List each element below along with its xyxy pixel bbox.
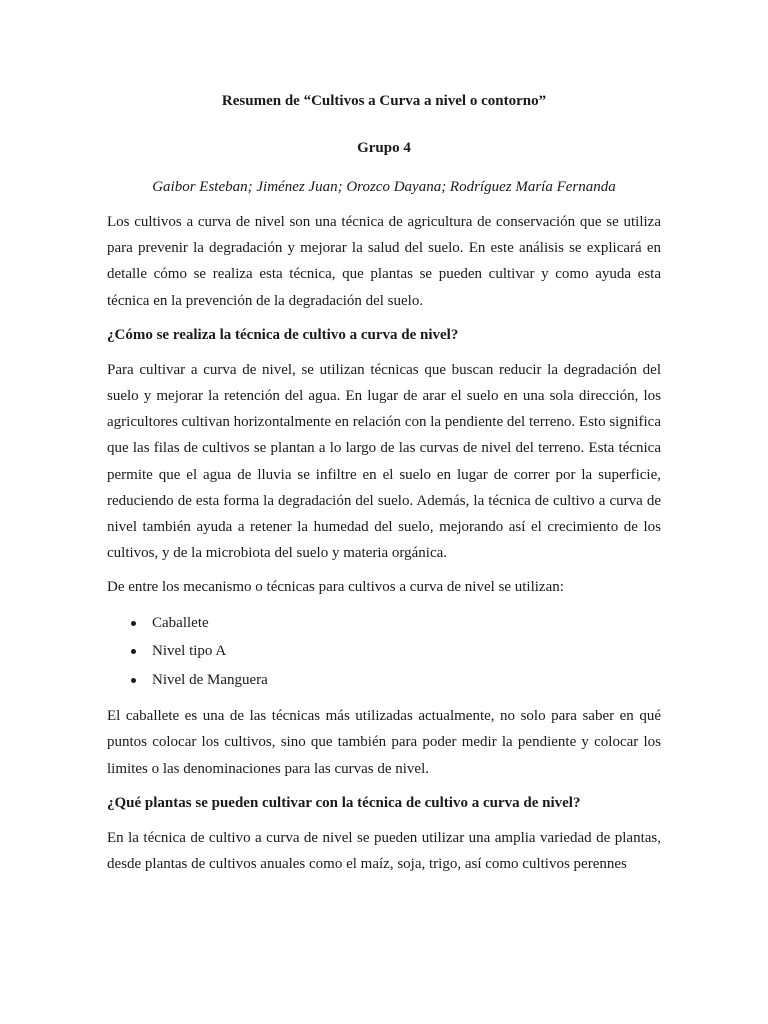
bullet-icon bbox=[131, 678, 136, 683]
mechanisms-list bbox=[107, 609, 661, 695]
plants-paragraph: En la técnica de cultivo a curva de nivel se pueden utilizar una amplia variedad de plantas, desde plantas de cultivos anuales como el maíz, soja, trigo, así como cultivos perennes bbox=[107, 829, 661, 872]
list-item-label: Nivel tipo A bbox=[152, 643, 227, 660]
group-label: Grupo 4 bbox=[357, 140, 411, 156]
mechanisms-intro: De entre los mecanismo o técnicas para cultivos a curva de nivel se utilizan: bbox=[107, 579, 564, 596]
list-item bbox=[127, 637, 661, 666]
technique-paragraph: Para cultivar a curva de nivel, se utilizan técnicas que buscan reducir la degradación del suelo y mejorar la retención del agua. En lugar de arar el suelo en una sola dirección, los agricultores cultivan horizontalmente en relación con la pendiente del terreno. Esto significa que las filas de cultivos se plantan a lo largo de las curvas de nivel del terreno. Esta técnica permite que el agua de lluvia se infiltre en el suelo en lugar de correr por la superficie, reduciendo de esta forma la degradación del suelo. Además, la técnica de cultivo a curva de nivel también ayuda a retener la humedad del suelo, mejorando así el crecimiento de los cultivos, y de la microbiota del suelo y materia orgánica. bbox=[107, 361, 661, 562]
document-title: Resumen de “Cultivos a Curva a nivel o contorno” bbox=[221, 93, 547, 109]
list-item-label: Caballete bbox=[152, 614, 209, 631]
section-heading-plants: ¿Qué plantas se pueden cultivar con la técnica de cultivo a curva de nivel? bbox=[107, 794, 581, 811]
caballete-paragraph: El caballete es una de las técnicas más utilizadas actualmente, no solo para saber en qué puntos colocar los cultivos, sino que también para poder medir la pendiente y colocar los limites o las denominaciones para las curvas de nivel. bbox=[107, 708, 661, 777]
authors-line: Gaibor Esteban; Jiménez Juan; Orozco Dayana; Rodríguez María Fernanda bbox=[152, 179, 616, 195]
list-item bbox=[127, 609, 661, 638]
list-item bbox=[127, 666, 661, 695]
list-item-label: Nivel de Manguera bbox=[152, 671, 268, 688]
bullet-icon bbox=[131, 621, 136, 626]
intro-paragraph: Los cultivos a curva de nivel son una técnica de agricultura de conservación que se utiliza para prevenir la degradación y mejorar la salud del suelo. En este análisis se explicará en detalle cómo se realiza esta técnica, que plantas se pueden cultivar y como ayuda esta técnica en la prevención de la degradación del suelo. bbox=[107, 214, 661, 309]
bullet-icon bbox=[131, 649, 136, 654]
section-heading-technique: ¿Cómo se realiza la técnica de cultivo a curva de nivel? bbox=[107, 326, 459, 343]
